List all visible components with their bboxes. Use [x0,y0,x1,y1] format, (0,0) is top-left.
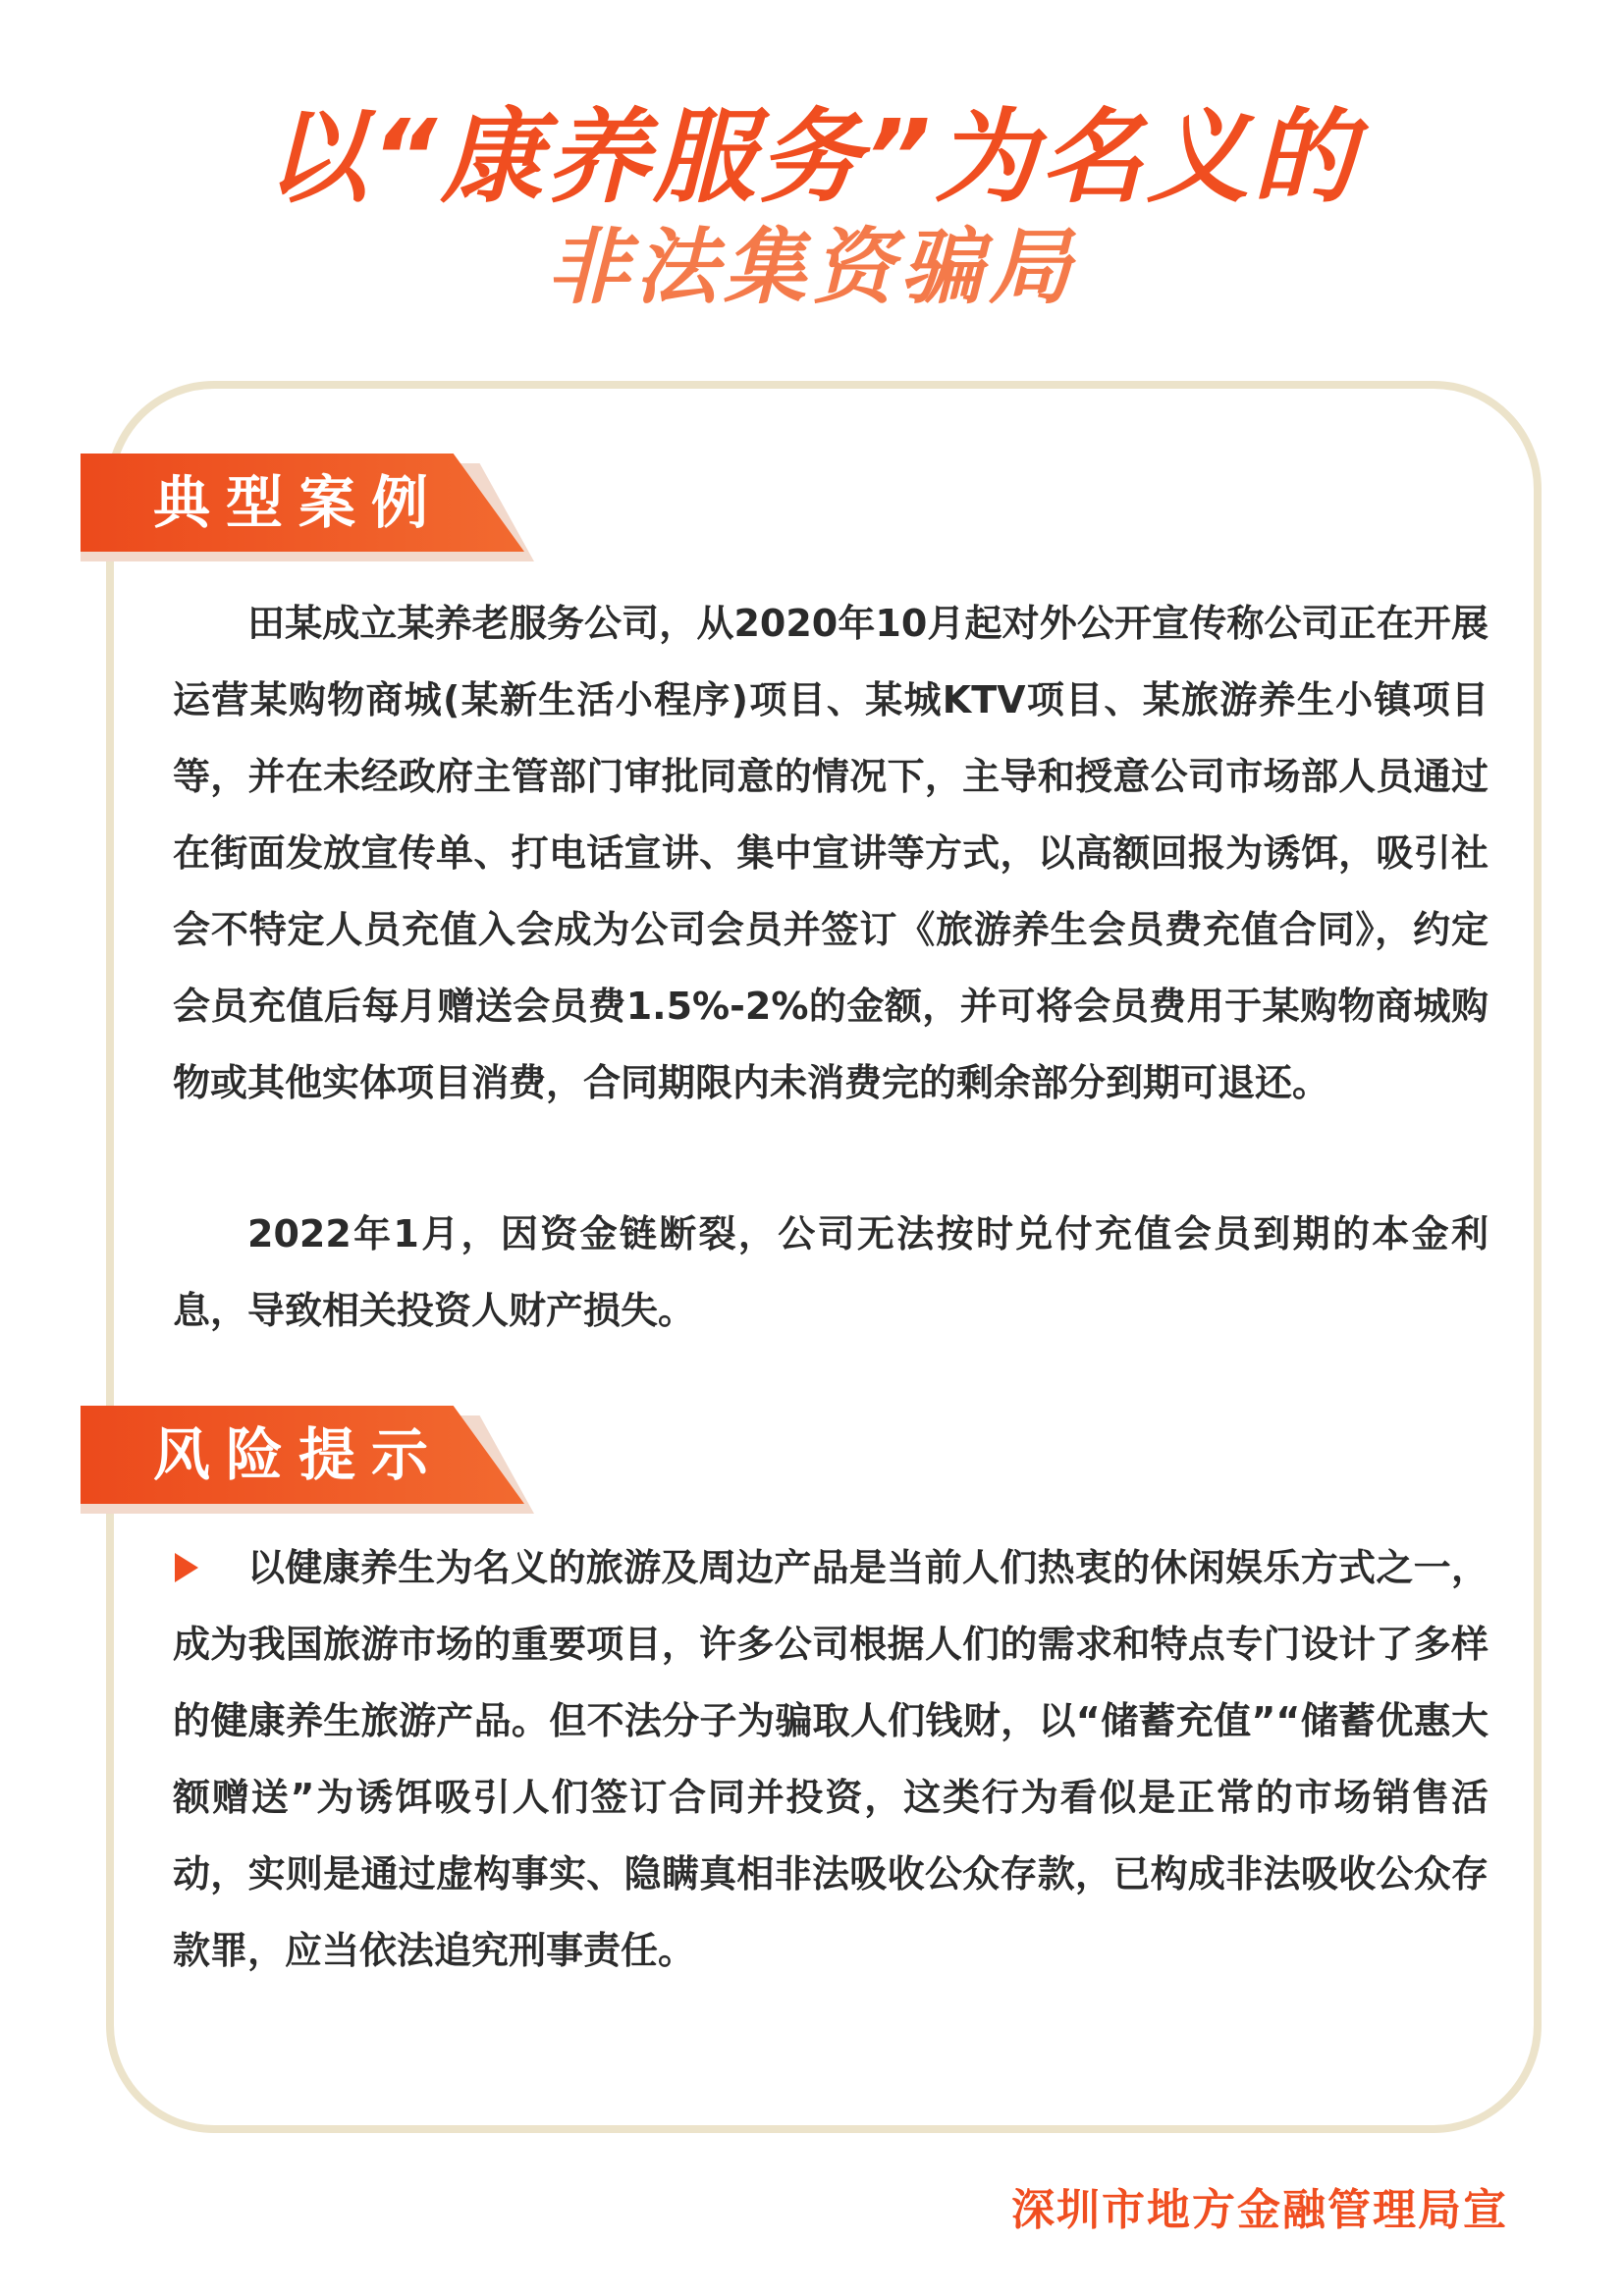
case-paragraph-1: 田某成立某养老服务公司，从2020年10月起对外公开宣传称公司正在开展运营某购物商城(某新生活小程序)项目、某城KTV项目、某旅游养生小镇项目等，并在未经政府主管部门审批同意的情况下，主导和授意公司市场部人员通过在街面发放宣传单、打电话宣讲、集中宣讲等方式，以高额回报为诱饵，吸引社会不特定人员充值入会成为公司会员并签订《旅游养生会员费充值合同》，约定会员充值后每月赠送会员费1.5%-2%的金额，并可将会员费用于某购物商城购物或其他实体项目消费，合同期限内未消费完的剩余部分到期可退还。 [173,602,1489,1104]
section-heading-case: 典型案例 [153,469,445,536]
issuer-signature: 深圳市地方金融管理局宣 [1011,2185,1508,2235]
page-subtitle: 非法集资骗局 [546,219,1077,315]
page-title: 以“康养服务”为名义的 [265,97,1359,217]
case-paragraph-2: 2022年1月，因资金链断裂，公司无法按时兑付充值会员到期的本金利息，导致相关投资人财产损失。 [173,1212,1489,1332]
risk-paragraph-1: 以健康养生为名义的旅游及周边产品是当前人们热衷的休闲娱乐方式之一，成为我国旅游市场的重要项目，许多公司根据人们的需求和特点专门设计了多样的健康养生旅游产品。但不法分子为骗取人们钱财，以“储蓄充值”“储蓄优惠大额赠送”为诱饵吸引人们签订合同并投资，这类行为看似是正常的市场销售活动，实则是通过虚构事实、隐瞒真相非法吸收公众存款，已构成非法吸收公众存款罪，应当依法追究刑事责任。 [173,1546,1489,1972]
section-banner-case [81,454,534,561]
section-banner-risk [81,1406,534,1514]
section-heading-risk: 风险提示 [153,1421,445,1488]
